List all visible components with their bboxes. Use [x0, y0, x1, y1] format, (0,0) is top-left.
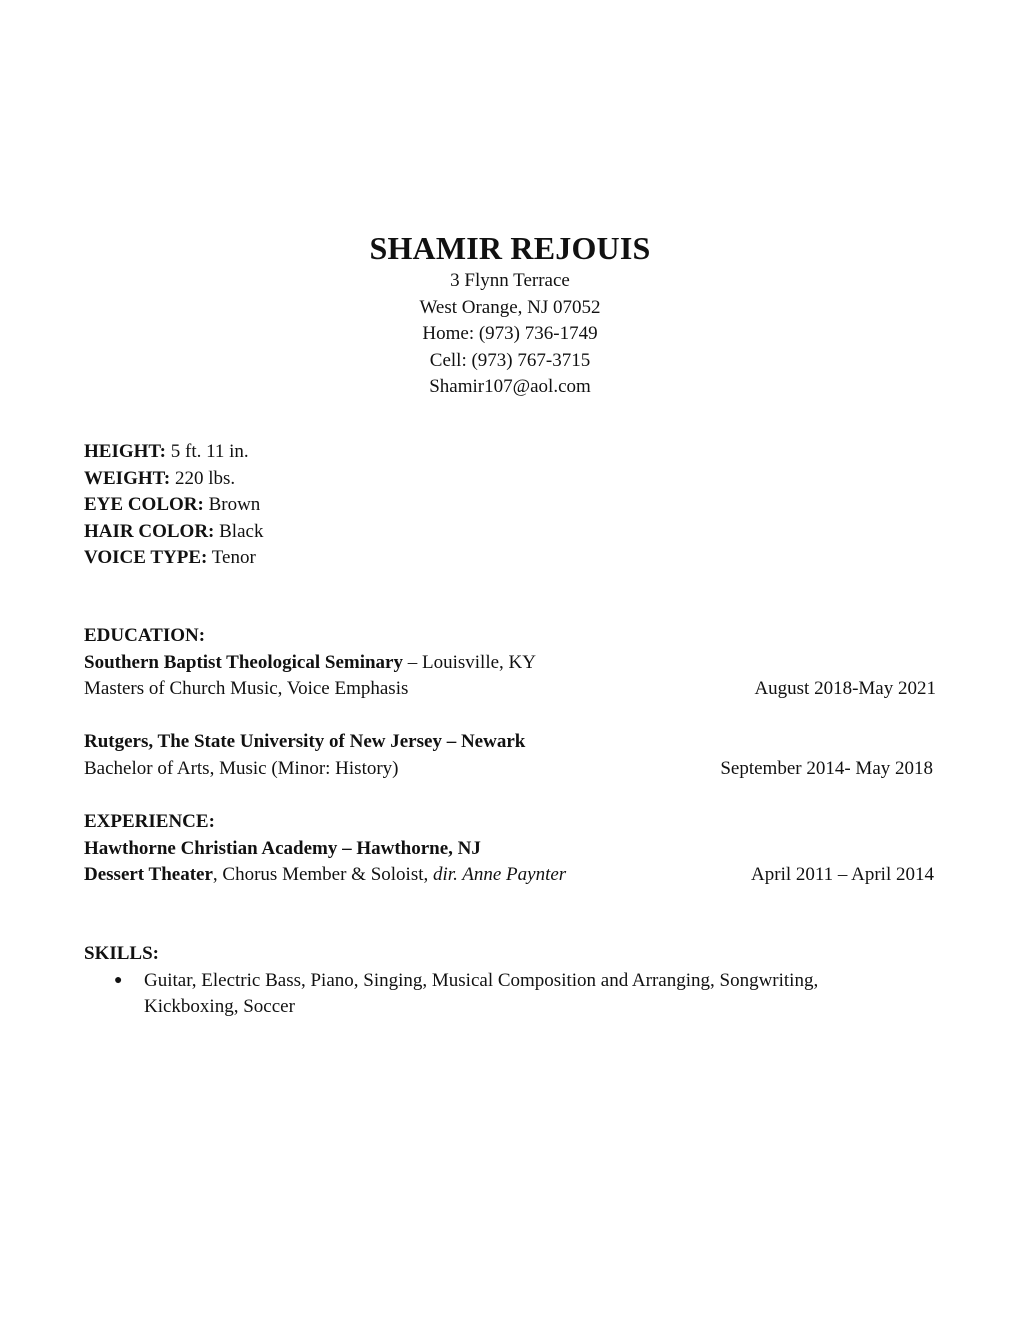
- experience-section: [84, 809, 936, 889]
- spacer: [84, 703, 936, 730]
- cell-phone: Cell: (973) 767-3715: [429, 349, 591, 371]
- home-phone: Home: (973) 736-1749: [422, 323, 598, 344]
- skills-heading: SKILLS:: [84, 943, 159, 964]
- school-name: Rutgers, The State University of New Jersey – Newark: [84, 731, 526, 752]
- education-degree-2: [84, 756, 936, 783]
- school-location: – Louisville, KY: [402, 651, 536, 673]
- attribute-label: HAIR COLOR:: [84, 520, 215, 542]
- address-line-1: 3 Flynn Terrace: [450, 270, 570, 291]
- physical-attributes: [84, 439, 263, 572]
- contact-header: [0, 228, 1020, 401]
- applicant-name: SHAMIR REJOUIS: [369, 230, 651, 266]
- address-line-2: West Orange, NJ 07052: [419, 296, 601, 318]
- experience-dates: April 2011 – April 2014: [751, 864, 934, 885]
- attribute-hair-color: [84, 519, 263, 546]
- email-address: Shamir107@aol.com: [429, 376, 591, 397]
- attribute-eye-color: [84, 492, 263, 519]
- education-school-1: [84, 650, 936, 677]
- attribute-label: HEIGHT:: [84, 441, 166, 462]
- attribute-value: 5 ft. 11 in.: [166, 441, 249, 462]
- attribute-value: Brown: [203, 494, 261, 515]
- attribute-voice-type: [84, 545, 263, 572]
- attribute-value: Black: [214, 520, 264, 542]
- education-dates: August 2018-May 2021: [754, 678, 936, 699]
- attribute-height: [84, 439, 263, 466]
- education-dates: September 2014- May 2018: [720, 757, 933, 779]
- education-degree-1: [84, 676, 936, 703]
- director-name: dir. Anne Paynter: [433, 864, 567, 885]
- production-title: Dessert Theater: [84, 864, 213, 885]
- skills-text: Guitar, Electric Bass, Piano, Singing, Musical Composition and Arranging, Songwriting, Kickboxing, Soccer: [144, 969, 819, 1017]
- bullet-icon: ●: [114, 972, 123, 988]
- attribute-weight: [84, 466, 263, 493]
- education-section: [84, 623, 936, 782]
- education-school-2: [84, 729, 936, 756]
- attribute-label: EYE COLOR:: [84, 494, 204, 515]
- experience-heading: EXPERIENCE:: [84, 811, 215, 832]
- degree-name: Masters of Church Music, Voice Emphasis: [84, 678, 409, 699]
- skills-section: [84, 941, 936, 1021]
- attribute-label: WEIGHT:: [84, 467, 171, 489]
- role-description: , Chorus Member & Soloist,: [212, 864, 434, 885]
- attribute-label: VOICE TYPE:: [84, 547, 208, 568]
- experience-organization: Hawthorne Christian Academy – Hawthorne, NJ: [84, 837, 481, 859]
- school-name: Southern Baptist Theological Seminary: [84, 651, 403, 673]
- education-heading: EDUCATION:: [84, 625, 206, 646]
- experience-role-row: [84, 862, 936, 889]
- attribute-value: 220 lbs.: [170, 467, 236, 489]
- attribute-value: Tenor: [207, 547, 256, 568]
- skills-item: [84, 968, 864, 1021]
- degree-name: Bachelor of Arts, Music (Minor: History): [84, 757, 399, 779]
- skills-list: [84, 968, 936, 1021]
